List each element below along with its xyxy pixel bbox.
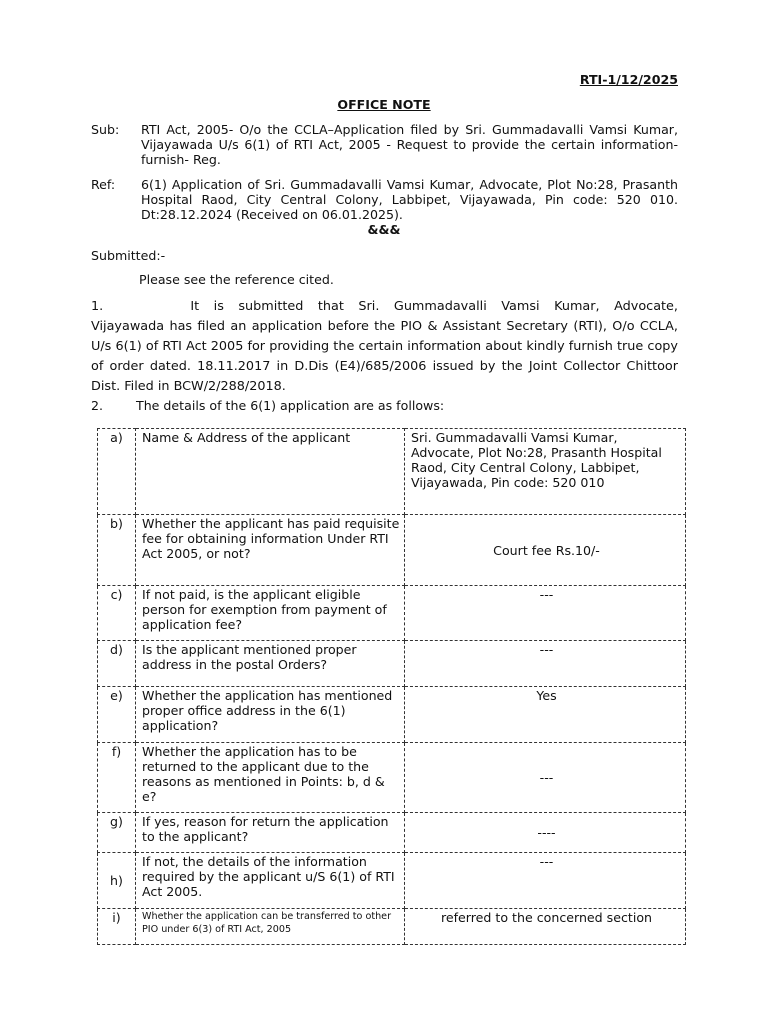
submitted-label: Submitted:- — [91, 248, 166, 263]
row-key: a) — [98, 429, 136, 515]
reference-number: RTI-1/12/2025 — [579, 72, 678, 87]
paragraph-2-number: 2. — [91, 398, 104, 413]
row-question: Whether the application can be transferred to other PIO under 6(3) of RTI Act, 2005 — [136, 909, 405, 945]
application-details-table — [97, 428, 686, 945]
row-question: Whether the application has to be returned to the applicant due to the reasons as mentioned in Points: b, d & e? — [136, 743, 405, 813]
row-key: b) — [98, 515, 136, 586]
subject-block — [91, 122, 678, 170]
row-question: If yes, reason for return the application to the applicant? — [136, 813, 405, 853]
subject-label: Sub: — [91, 122, 120, 137]
paragraph-1 — [91, 297, 678, 397]
table-row — [98, 743, 686, 813]
row-answer: Yes — [405, 687, 686, 743]
row-answer: --- — [405, 853, 686, 909]
row-answer: ---- — [405, 813, 686, 853]
subject-text: RTI Act, 2005- O/o the CCLA–Application filed by Sri. Gummadavalli Vamsi Kumar, Vijayawada U/s 6(1) of RTI Act, 2005 - Request to provide the certain information- furnish- Reg. — [141, 122, 678, 167]
row-question: Is the applicant mentioned proper address in the postal Orders? — [136, 641, 405, 687]
row-question: If not, the details of the information required by the applicant u/S 6(1) of RTI Act 2005. — [136, 853, 405, 909]
separator: &&& — [367, 222, 401, 237]
row-answer: --- — [405, 743, 686, 813]
table-row — [98, 813, 686, 853]
table-row — [98, 515, 686, 586]
row-question: If not paid, is the applicant eligible person for exemption from payment of application fee? — [136, 586, 405, 641]
row-key: d) — [98, 641, 136, 687]
paragraph-2-text: The details of the 6(1) application are as follows: — [136, 398, 445, 413]
row-answer: Court fee Rs.10/- — [405, 515, 686, 586]
table-row — [98, 429, 686, 515]
page-title: OFFICE NOTE — [337, 97, 431, 112]
row-answer: --- — [405, 641, 686, 687]
row-key: h) — [98, 853, 136, 909]
table-row — [98, 586, 686, 641]
please-see-text: Please see the reference cited. — [139, 272, 334, 287]
table-row — [98, 909, 686, 945]
row-key: c) — [98, 586, 136, 641]
reference-text: 6(1) Application of Sri. Gummadavalli Vamsi Kumar, Advocate, Plot No:28, Prasanth Hospital Raod, City Central Colony, Labbipet, Vijayawada, Pin code: 520 010. Dt:28.12.2024 (Received on 06.01.2025). — [141, 177, 678, 222]
row-key: i) — [98, 909, 136, 945]
row-key: e) — [98, 687, 136, 743]
table-row — [98, 687, 686, 743]
row-key: f) — [98, 743, 136, 813]
table-row — [98, 853, 686, 909]
reference-label: Ref: — [91, 177, 116, 192]
row-question: Whether the application has mentioned proper office address in the 6(1) application? — [136, 687, 405, 743]
row-question: Whether the applicant has paid requisite fee for obtaining information Under RTI Act 2005, or not? — [136, 515, 405, 586]
row-key: g) — [98, 813, 136, 853]
row-answer: --- — [405, 586, 686, 641]
paragraph-2 — [91, 398, 444, 413]
table-row — [98, 641, 686, 687]
paragraph-1-rest: Vijayawada has filed an application before the PIO & Assistant Secretary (RTI), O/o CCLA, U/s 6(1) of RTI Act 2005 for providing the certain information about kindly furnish true copy of order dated. 18.11.2017 in D.Dis (E4)/685/2006 issued by the Joint Collector Chittoor Dist. Filed in BCW/2/288/2018. — [91, 319, 678, 394]
paragraph-1-line-1: 1. It is submitted that Sri. Gummadavalli Vamsi Kumar, Advocate, — [91, 299, 678, 314]
row-answer: referred to the concerned section — [405, 909, 686, 945]
row-answer: Sri. Gummadavalli Vamsi Kumar, Advocate, Plot No:28, Prasanth Hospital Raod, City Central Colony, Labbipet, Vijayawada, Pin code: 520 010 — [405, 429, 686, 515]
row-question: Name & Address of the applicant — [136, 429, 405, 515]
reference-block — [91, 177, 678, 225]
